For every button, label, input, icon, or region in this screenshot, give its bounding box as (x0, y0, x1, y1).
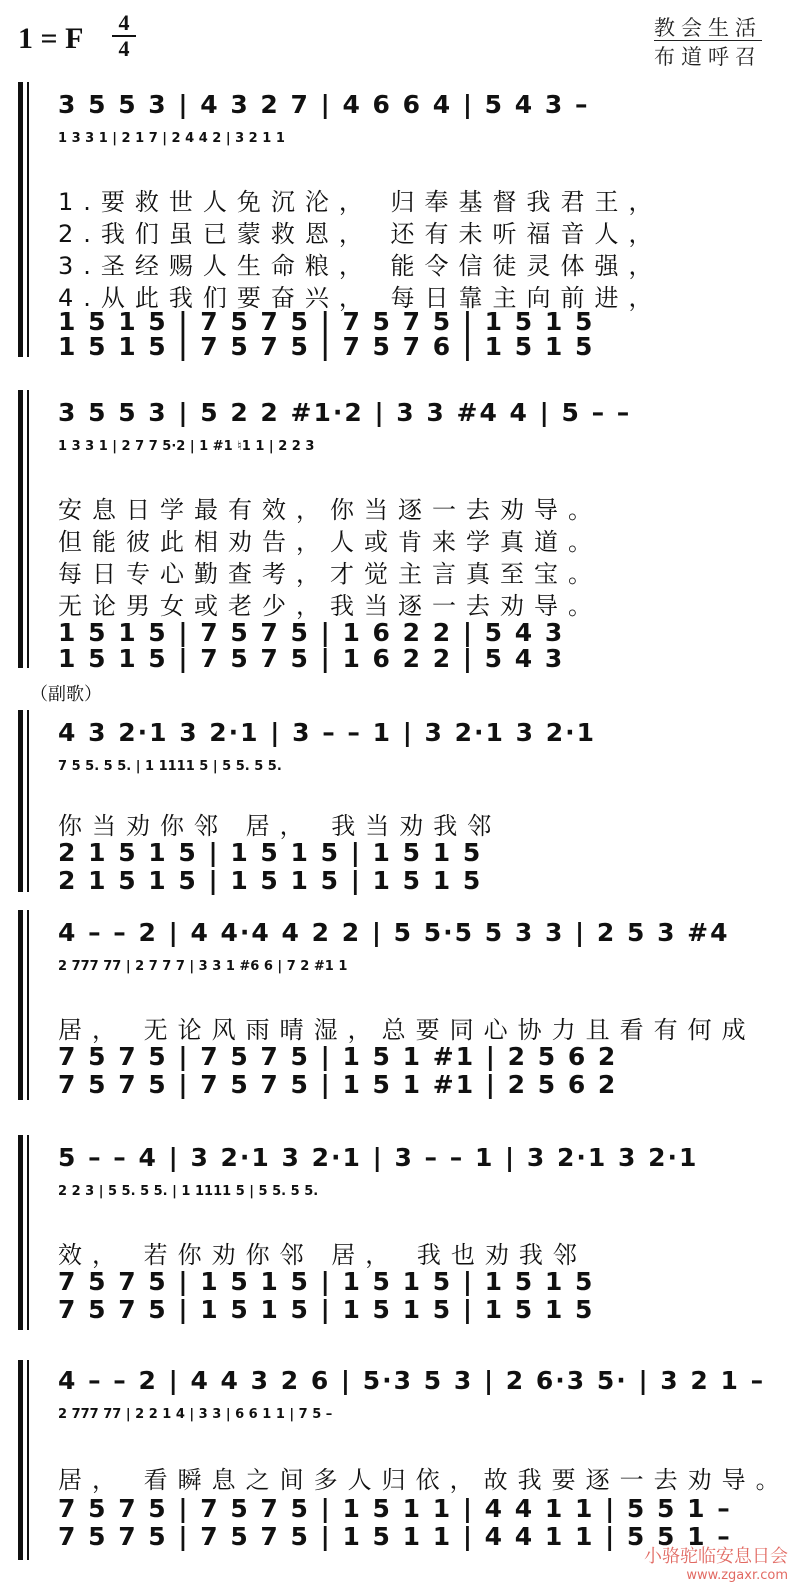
tenor-line: 7 5 7 5 | 1 5 1 5 | 1 5 1 5 | 1 5 1 5 (58, 1267, 595, 1296)
watermark-url: www.zgaxr.com (686, 1568, 788, 1583)
score-system-6 (18, 1360, 790, 1560)
score-system-5 (18, 1135, 770, 1330)
tenor-line: 2 1 5 1 5 | 1 5 1 5 | 1 5 1 5 (58, 838, 483, 867)
bass-line: 2 1 5 1 5 | 1 5 1 5 | 1 5 1 5 (58, 866, 483, 895)
time-top: 4 (118, 10, 130, 35)
melody-line: 3 5 5 3 | 4 3 2 7 | 4 6 6 4 | 5 4 3 – (58, 90, 590, 119)
melody-line: 3 5 5 3 | 5 2 2 #1·2 | 3 3 #4 4 | 5 – – (58, 398, 632, 427)
lyric-verse-2: 2.我们虽已蒙救恩， 还有未听福音人， (58, 220, 663, 248)
time-bottom: 4 (118, 36, 130, 61)
key-signature: 1 = F (18, 22, 84, 55)
melody-line: 4 3 2·1 3 2·1 | 3 – – 1 | 3 2·1 3 2·1 (58, 718, 597, 747)
score-system-1 (18, 82, 770, 361)
credit-subcategory: 布道呼召 (654, 40, 762, 71)
lyric-line: 居， 看瞬息之间多人归依，故我要逐一去劝导。 (58, 1466, 790, 1494)
lyric-verse-3: 每日专心勤查考，才觉主言真至宝。 (58, 560, 602, 588)
lyric-verse-1: 1.要救世人免沉沦， 归奉基督我君王， (58, 188, 663, 216)
bass-line: 7 5 7 5 | 1 5 1 5 | 1 5 1 5 | 1 5 1 5 (58, 1295, 595, 1324)
lyric-verse-4: 4.从此我们要奋兴， 每日靠主向前进， (58, 284, 663, 312)
alto-line: 2 777 77 | 2 2 1 4 | 3 3 | 6 6 1 1 | 7 5 – (58, 1407, 333, 1422)
lyric-verse-4: 无论男女或老少，我当逐一去劝导。 (58, 592, 602, 620)
lyric-verse-2: 但能彼此相劝告，人或肯来学真道。 (58, 528, 602, 556)
time-signature (112, 12, 136, 60)
lyric-line: 居， 无论风雨晴湿，总要同心协力且看有何成 (58, 1016, 756, 1044)
chorus-label: （副歌） (30, 684, 102, 705)
tenor-line: 7 5 7 5 | 7 5 7 5 | 1 5 1 1 | 4 4 1 1 | 5 5 1 – (58, 1494, 732, 1523)
alto-line: 2 2 3 | 5 5. 5 5. | 1 1111 5 | 5 5. 5 5. (58, 1184, 319, 1199)
tenor-line: 1 5 1 5 | 7 5 7 5 | 1 6 2 2 | 5 4 3 (58, 618, 565, 647)
score-system-2 (18, 390, 770, 673)
alto-line: 7 5 5. 5 5. | 1 1111 5 | 5 5. 5 5. (58, 759, 282, 774)
bass-line: 1 5 1 5 | 7 5 7 5 | 7 5 7 6 | 1 5 1 5 (58, 332, 595, 361)
score-system-3 (18, 710, 770, 895)
lyric-verse-1: 安息日学最有效，你当逐一去劝导。 (58, 496, 602, 524)
tenor-line: 7 5 7 5 | 7 5 7 5 | 1 5 1 #1 | 2 5 6 2 (58, 1042, 618, 1071)
alto-line: 1 3 3 1 | 2 1 7 | 2 4 4 2 | 3 2 1 1 (58, 131, 285, 146)
melody-line: 4 – – 2 | 4 4·4 4 2 2 | 5 5·5 5 3 3 | 2 5 3 #4 (58, 918, 730, 947)
alto-line: 2 777 77 | 2 7 7 7 | 3 3 1 #6 6 | 7 2 #1 1 (58, 959, 348, 974)
lyric-line: 你当劝你邻 居， 我当劝我邻 (58, 812, 502, 840)
bass-line: 7 5 7 5 | 7 5 7 5 | 1 5 1 #1 | 2 5 6 2 (58, 1070, 618, 1099)
melody-line: 4 – – 2 | 4 4 3 2 6 | 5·3 5 3 | 2 6·3 5· | 3 2 1 – (58, 1366, 766, 1395)
alto-line: 1 3 3 1 | 2 7 7 5·2 | 1 #1 ♮1 1 | 2 2 3 (58, 439, 315, 454)
site-watermark (644, 1542, 788, 1583)
credit-category: 教会生活 (654, 16, 762, 40)
lyric-verse-3: 3.圣经赐人生命粮， 能令信徒灵体强， (58, 252, 663, 280)
melody-line: 5 – – 4 | 3 2·1 3 2·1 | 3 – – 1 | 3 2·1 3 2·1 (58, 1143, 699, 1172)
lyric-line: 效， 若你劝你邻 居， 我也劝我邻 (58, 1241, 587, 1269)
watermark-title: 小骆驼临安息日会 (644, 1546, 788, 1567)
tenor-line: 1 5 1 5 | 7 5 7 5 | 7 5 7 5 | 1 5 1 5 (58, 307, 595, 336)
bass-line: 7 5 7 5 | 7 5 7 5 | 1 5 1 1 | 4 4 1 1 | 5 5 1 – (58, 1522, 732, 1551)
score-system-4 (18, 910, 770, 1100)
bass-line: 1 5 1 5 | 7 5 7 5 | 1 6 2 2 | 5 4 3 (58, 644, 565, 673)
